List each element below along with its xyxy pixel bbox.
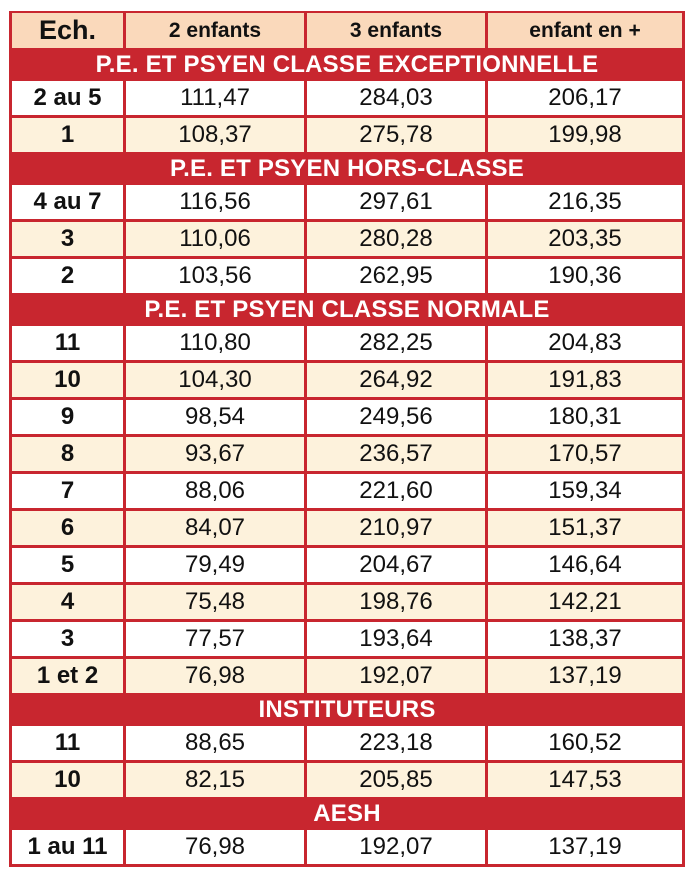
cell-enfant-en-plus: 216,35: [488, 185, 682, 219]
cell-enfant-en-plus: 199,98: [488, 118, 682, 152]
cell-echelon: 3: [12, 622, 126, 656]
cell-echelon: 11: [12, 326, 126, 360]
cell-enfant-en-plus: 160,52: [488, 726, 682, 760]
cell-enfant-en-plus: 191,83: [488, 363, 682, 397]
cell-2-enfants: 79,49: [126, 548, 307, 582]
cell-echelon: 4 au 7: [12, 185, 126, 219]
cell-2-enfants: 88,06: [126, 474, 307, 508]
table-row: [12, 118, 682, 152]
section-title: AESH: [313, 799, 381, 827]
cell-2-enfants: 84,07: [126, 511, 307, 545]
cell-enfant-en-plus: 180,31: [488, 400, 682, 434]
cell-3-enfants: 221,60: [307, 474, 488, 508]
table-body: [9, 48, 685, 864]
section-title: P.E. ET PSYEN HORS-CLASSE: [170, 154, 524, 182]
cell-3-enfants: 262,95: [307, 259, 488, 293]
cell-3-enfants: 264,92: [307, 363, 488, 397]
table-row: [12, 830, 682, 864]
cell-echelon: 11: [12, 726, 126, 760]
table-row: [12, 585, 682, 619]
section-title: INSTITUTEURS: [258, 695, 436, 723]
table-row: [12, 222, 682, 256]
cell-enfant-en-plus: 138,37: [488, 622, 682, 656]
table-row: [12, 81, 682, 115]
cell-echelon: 6: [12, 511, 126, 545]
table-row: [12, 259, 682, 293]
cell-echelon: 1 et 2: [12, 659, 126, 693]
cell-2-enfants: 93,67: [126, 437, 307, 471]
table-row: [12, 659, 682, 693]
header-enfant-en-plus: enfant en +: [488, 13, 682, 48]
cell-2-enfants: 103,56: [126, 259, 307, 293]
cell-echelon: 5: [12, 548, 126, 582]
cell-3-enfants: 204,67: [307, 548, 488, 582]
cell-2-enfants: 110,80: [126, 326, 307, 360]
table-row: [12, 763, 682, 797]
cell-echelon: 8: [12, 437, 126, 471]
cell-enfant-en-plus: 190,36: [488, 259, 682, 293]
table-row: [12, 474, 682, 508]
cell-echelon: 4: [12, 585, 126, 619]
table-row: [12, 185, 682, 219]
cell-enfant-en-plus: 137,19: [488, 659, 682, 693]
table-header-row: [12, 13, 682, 48]
cell-enfant-en-plus: 159,34: [488, 474, 682, 508]
table-row: [12, 726, 682, 760]
cell-enfant-en-plus: 203,35: [488, 222, 682, 256]
cell-echelon: 2: [12, 259, 126, 293]
cell-enfant-en-plus: 204,83: [488, 326, 682, 360]
cell-3-enfants: 280,28: [307, 222, 488, 256]
cell-enfant-en-plus: 206,17: [488, 81, 682, 115]
cell-echelon: 2 au 5: [12, 81, 126, 115]
cell-3-enfants: 192,07: [307, 830, 488, 864]
cell-3-enfants: 223,18: [307, 726, 488, 760]
cell-2-enfants: 75,48: [126, 585, 307, 619]
cell-echelon: 1 au 11: [12, 830, 126, 864]
cell-3-enfants: 297,61: [307, 185, 488, 219]
cell-3-enfants: 198,76: [307, 585, 488, 619]
section-rows: [9, 726, 685, 797]
cell-echelon: 10: [12, 363, 126, 397]
cell-3-enfants: 205,85: [307, 763, 488, 797]
table-row: [12, 326, 682, 360]
cell-3-enfants: 210,97: [307, 511, 488, 545]
cell-2-enfants: 111,47: [126, 81, 307, 115]
cell-3-enfants: 193,64: [307, 622, 488, 656]
table-row: [12, 363, 682, 397]
cell-2-enfants: 76,98: [126, 659, 307, 693]
cell-3-enfants: 284,03: [307, 81, 488, 115]
cell-3-enfants: 275,78: [307, 118, 488, 152]
cell-echelon: 9: [12, 400, 126, 434]
table-row: [12, 622, 682, 656]
table-row: [12, 437, 682, 471]
cell-enfant-en-plus: 147,53: [488, 763, 682, 797]
section-title: P.E. ET PSYEN CLASSE EXCEPTIONNELLE: [95, 50, 599, 78]
cell-enfant-en-plus: 137,19: [488, 830, 682, 864]
header-ech: Ech.: [12, 13, 126, 48]
cell-3-enfants: 192,07: [307, 659, 488, 693]
table-row: [12, 548, 682, 582]
indemnity-table: [9, 11, 685, 867]
cell-3-enfants: 282,25: [307, 326, 488, 360]
cell-2-enfants: 110,06: [126, 222, 307, 256]
cell-enfant-en-plus: 151,37: [488, 511, 682, 545]
table-row: [12, 400, 682, 434]
header-3-enfants: 3 enfants: [307, 13, 488, 48]
section-title: P.E. ET PSYEN CLASSE NORMALE: [144, 295, 550, 323]
cell-2-enfants: 108,37: [126, 118, 307, 152]
cell-echelon: 10: [12, 763, 126, 797]
header-2-enfants: 2 enfants: [126, 13, 307, 48]
cell-3-enfants: 236,57: [307, 437, 488, 471]
section-rows: [9, 81, 685, 152]
section-rows: [9, 830, 685, 864]
cell-2-enfants: 76,98: [126, 830, 307, 864]
cell-echelon: 3: [12, 222, 126, 256]
cell-echelon: 7: [12, 474, 126, 508]
cell-enfant-en-plus: 142,21: [488, 585, 682, 619]
cell-3-enfants: 249,56: [307, 400, 488, 434]
section-rows: [9, 326, 685, 693]
cell-2-enfants: 98,54: [126, 400, 307, 434]
cell-enfant-en-plus: 146,64: [488, 548, 682, 582]
cell-2-enfants: 77,57: [126, 622, 307, 656]
cell-2-enfants: 104,30: [126, 363, 307, 397]
cell-2-enfants: 116,56: [126, 185, 307, 219]
cell-2-enfants: 82,15: [126, 763, 307, 797]
cell-enfant-en-plus: 170,57: [488, 437, 682, 471]
section-rows: [9, 185, 685, 293]
cell-echelon: 1: [12, 118, 126, 152]
table-row: [12, 511, 682, 545]
cell-2-enfants: 88,65: [126, 726, 307, 760]
